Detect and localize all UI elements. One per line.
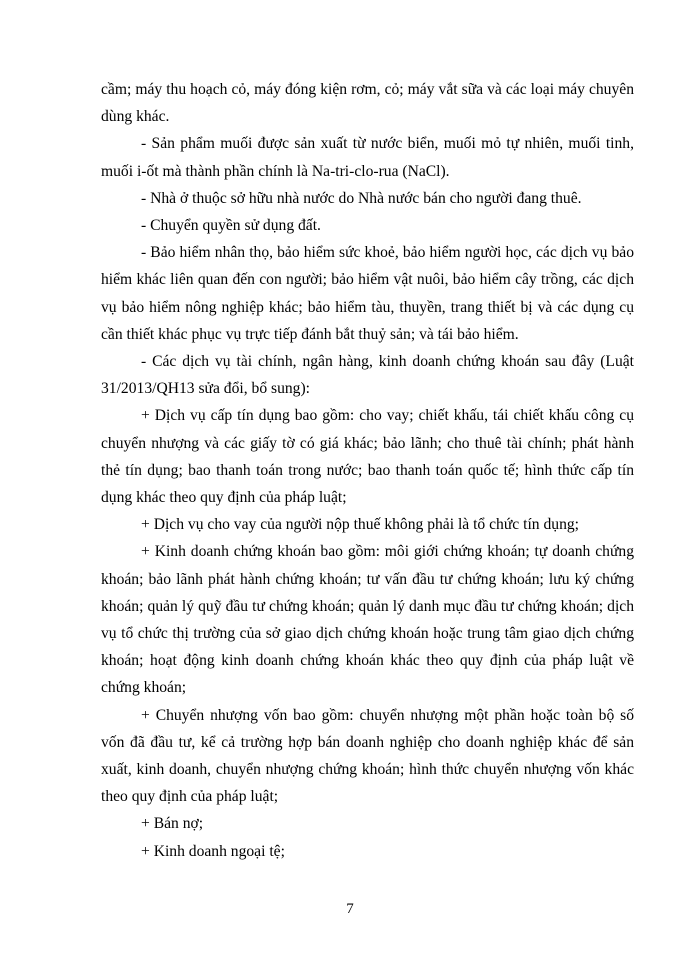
paragraph-continuation: cầm; máy thu hoạch cỏ, máy đóng kiện rơm, cỏ; máy vắt sữa và các loại máy chuyên dùng khác. [101,81,634,126]
paragraph-foreign-currency: + Kinh doanh ngoại tệ; [141,842,285,860]
paragraph-capital-transfer: + Chuyển nhượng vốn bao gồm: chuyển nhượng một phần hoặc toàn bộ số vốn đã đầu tư, kể cả trường hợp bán doanh nghiệp cho doanh nghiệp khác để sản xuất, kinh doanh, chuyển nhượng chứng khoán; hình thức chuyển nhượng vốn khác theo quy định của pháp luật; [101,706,634,806]
paragraph-salt-products: - Sản phẩm muối được sản xuất từ nước biển, muối mỏ tự nhiên, muối tinh, muối i-ốt mà thành phần chính là Na-tri-clo-rua (NaCl). [101,135,634,180]
paragraph-insurance: - Bảo hiểm nhân thọ, bảo hiểm sức khoẻ, bảo hiểm người học, các dịch vụ bảo hiểm khác liên quan đến con người; bảo hiểm vật nuôi, bảo hiểm cây trồng, các dịch vụ bảo hiểm nông nghiệp khác; bảo hiểm tàu, thuyền, trang thiết bị và các dụng cụ cần thiết khác phục vụ trực tiếp đánh bắt thuỷ sản; và tái bảo hiểm. [101,244,634,343]
document-body [101,76,634,865]
paragraph-land-use-rights: - Chuyển quyền sử dụng đất. [141,217,321,235]
paragraph-securities-business: + Kinh doanh chứng khoán bao gồm: môi giới chứng khoán; tự doanh chứng khoán; bảo lãnh phát hành chứng khoán; tư vấn đầu tư chứng khoán; lưu ký chứng khoán; quản lý quỹ đầu tư chứng khoán; quản lý danh mục đầu tư chứng khoán; dịch vụ tổ chức thị trường của sở giao dịch chứng khoán hoặc trung tâm giao dịch chứng khoán; hoạt động kinh doanh chứng khoán khác theo quy định của pháp luật về chứng khoán; [101,543,634,697]
paragraph-credit-services: + Dịch vụ cấp tín dụng bao gồm: cho vay; chiết khấu, tái chiết khấu công cụ chuyển nhượng và các giấy tờ có giá khác; bảo lãnh; cho thuê tài chính; phát hành thẻ tín dụng; bao thanh toán trong nước; bao thanh toán quốc tế; hình thức cấp tín dụng khác theo quy định của pháp luật; [101,407,634,507]
page-number: 7 [346,901,354,917]
paragraph-debt-sale: + Bán nợ; [141,815,204,833]
paragraph-financial-services: - Các dịch vụ tài chính, ngân hàng, kinh doanh chứng khoán sau đây (Luật 31/2013/QH13 sửa đổi, bổ sung): [101,353,634,398]
paragraph-state-housing: - Nhà ở thuộc sở hữu nhà nước do Nhà nước bán cho người đang thuê. [141,189,582,207]
paragraph-lending-services: + Dịch vụ cho vay của người nộp thuế không phải là tổ chức tín dụng; [141,516,579,534]
